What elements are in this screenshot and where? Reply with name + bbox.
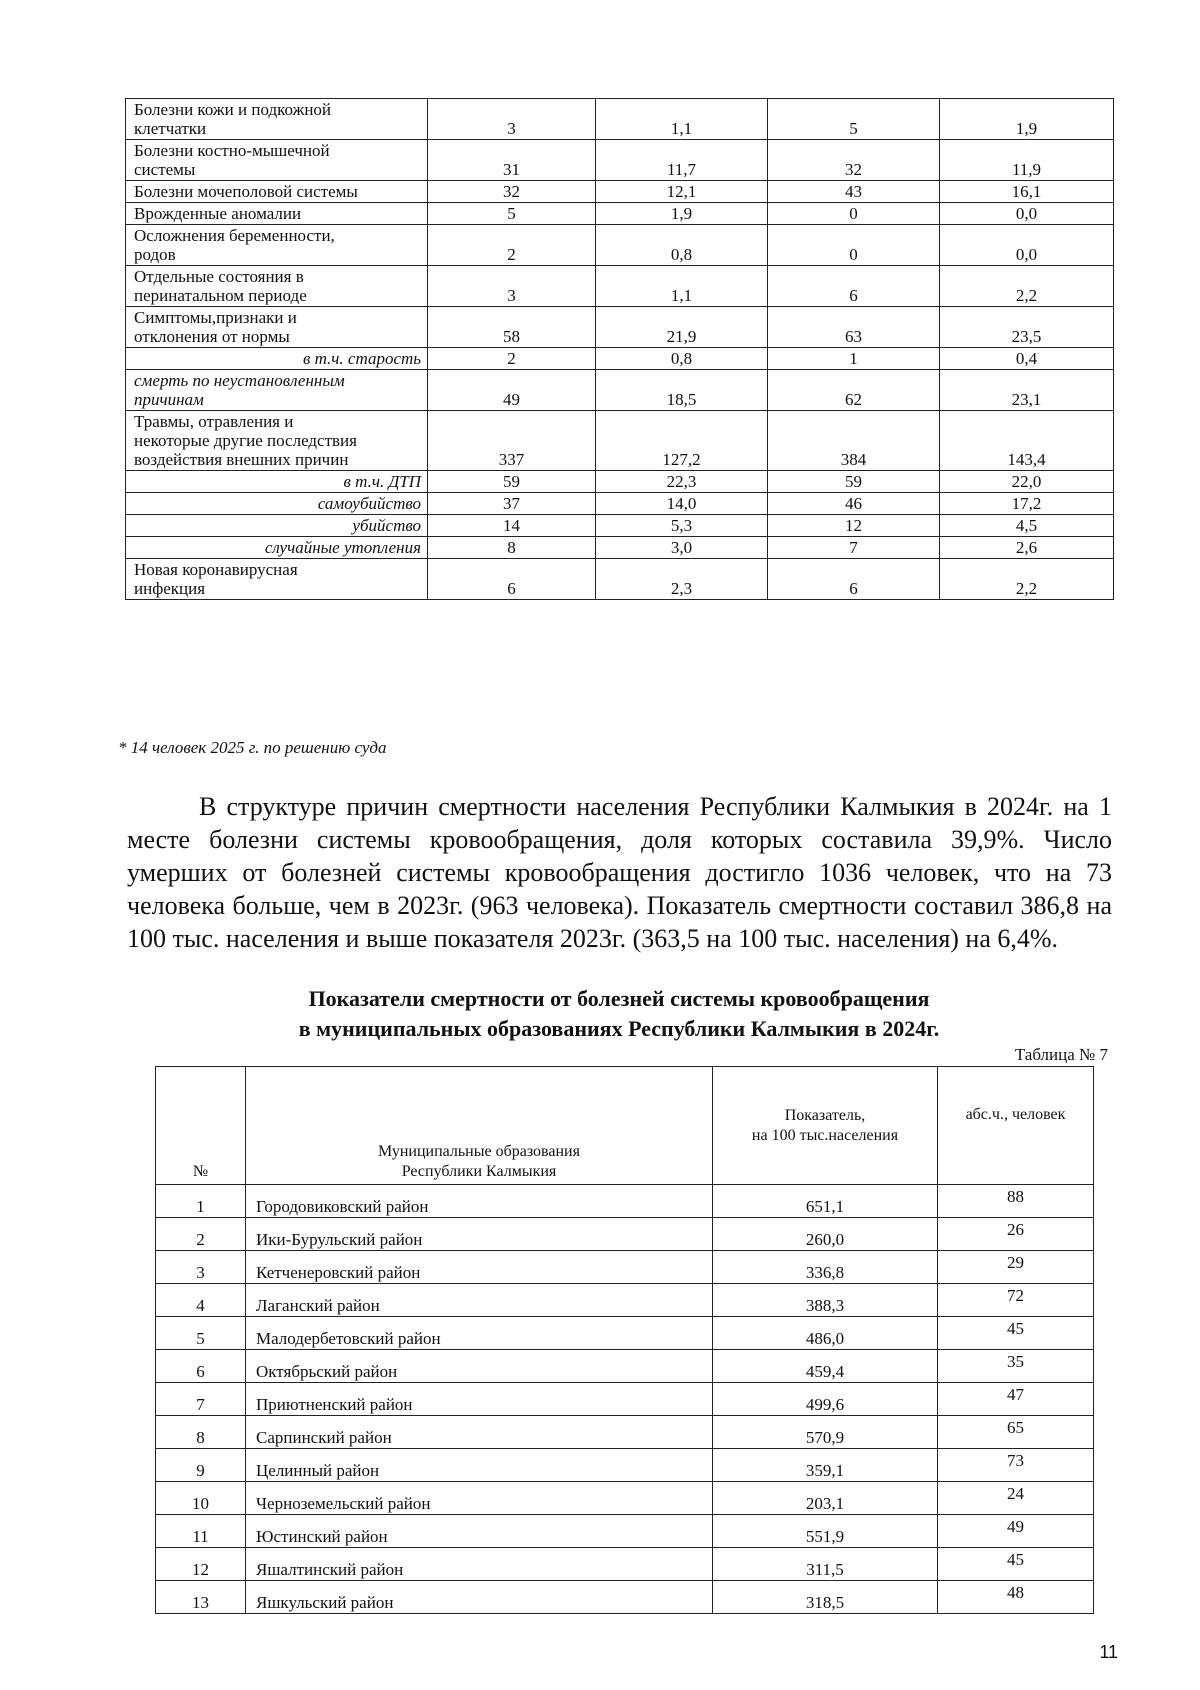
value-cell-v2: 0,8: [596, 348, 768, 370]
municipality-name: Яшкульский район: [246, 1581, 713, 1614]
cause-name: Болезни костно-мышечной системы: [126, 140, 428, 181]
cause-name: Болезни кожи и подкожной клетчатки: [126, 99, 428, 140]
header-absolute: абс.ч., человек: [938, 1067, 1094, 1185]
rate-value: 203,1: [713, 1482, 938, 1515]
value-cell-v1: 58: [428, 307, 596, 348]
rate-value: 260,0: [713, 1218, 938, 1251]
absolute-value: 72: [938, 1284, 1094, 1317]
value-cell-v4: 2,2: [940, 559, 1114, 600]
cause-name: в т.ч. ДТП: [126, 471, 428, 493]
table-row: [126, 181, 1114, 203]
heading-line-1: Показатели смертности от болезней системы кровообращения: [308, 986, 930, 1011]
absolute-value: 45: [938, 1317, 1094, 1350]
table-row: [126, 537, 1114, 559]
value-cell-v4: 1,9: [940, 99, 1114, 140]
table-row: [126, 471, 1114, 493]
cause-name: Новая коронавирусная инфекция: [126, 559, 428, 600]
row-number: 2: [156, 1218, 246, 1251]
municipality-name: Лаганский район: [246, 1284, 713, 1317]
rate-value: 459,4: [713, 1350, 938, 1383]
value-cell-v1: 3: [428, 99, 596, 140]
value-cell-v2: 21,9: [596, 307, 768, 348]
value-cell-v1: 3: [428, 266, 596, 307]
table-row: [126, 411, 1114, 471]
cause-name: смерть по неустановленным причинам: [126, 370, 428, 411]
table-row: [126, 203, 1114, 225]
municipality-name: Приютненский район: [246, 1383, 713, 1416]
rate-value: 318,5: [713, 1581, 938, 1614]
table-row: [126, 225, 1114, 266]
value-cell-v1: 32: [428, 181, 596, 203]
rate-value: 388,3: [713, 1284, 938, 1317]
value-cell-v4: 23,1: [940, 370, 1114, 411]
value-cell-v1: 2: [428, 225, 596, 266]
row-number: 7: [156, 1383, 246, 1416]
cause-name: самоубийство: [126, 493, 428, 515]
value-cell-v1: 2: [428, 348, 596, 370]
absolute-value: 49: [938, 1515, 1094, 1548]
row-number: 1: [156, 1185, 246, 1218]
row-number: 5: [156, 1317, 246, 1350]
value-cell-v2: 12,1: [596, 181, 768, 203]
absolute-value: 29: [938, 1251, 1094, 1284]
value-cell-v2: 1,1: [596, 99, 768, 140]
absolute-value: 24: [938, 1482, 1094, 1515]
row-number: 9: [156, 1449, 246, 1482]
value-cell-v1: 8: [428, 537, 596, 559]
table-row: [156, 1548, 1094, 1581]
table-row: [126, 266, 1114, 307]
value-cell-v3: 63: [768, 307, 940, 348]
analysis-paragraph: В структуре причин смертности населения Республики Калмыкия в 2024г. на 1 месте болезни системы кровообращения, доля которых составила 39,9%. Число умерших от болезней системы кровообращения достигло 1036 человек, что на 73 человека больше, чем в 2023г. (963 человека). Показатель смертности составил 386,8 на 100 тыс. населения и выше показателя 2023г. (363,5 на 100 тыс. населения) на 6,4%.: [127, 792, 1112, 953]
municipality-name: Сарпинский район: [246, 1416, 713, 1449]
value-cell-v4: 23,5: [940, 307, 1114, 348]
rate-value: 311,5: [713, 1548, 938, 1581]
value-cell-v4: 0,0: [940, 203, 1114, 225]
municipality-name: Яшалтинский район: [246, 1548, 713, 1581]
value-cell-v3: 32: [768, 140, 940, 181]
value-cell-v3: 0: [768, 203, 940, 225]
value-cell-v4: 2,2: [940, 266, 1114, 307]
table-row: [156, 1581, 1094, 1614]
table-row: [126, 559, 1114, 600]
absolute-value: 48: [938, 1581, 1094, 1614]
row-number: 3: [156, 1251, 246, 1284]
table-row: [156, 1449, 1094, 1482]
table-row: [126, 515, 1114, 537]
cause-name: случайные утопления: [126, 537, 428, 559]
cause-name: Болезни мочеполовой системы: [126, 181, 428, 203]
row-number: 13: [156, 1581, 246, 1614]
rate-value: 651,1: [713, 1185, 938, 1218]
cause-name: Врожденные аномалии: [126, 203, 428, 225]
value-cell-v2: 18,5: [596, 370, 768, 411]
value-cell-v1: 49: [428, 370, 596, 411]
cause-name: Симптомы,признаки и отклонения от нормы: [126, 307, 428, 348]
absolute-value: 65: [938, 1416, 1094, 1449]
municipality-name: Черноземельский район: [246, 1482, 713, 1515]
absolute-value: 26: [938, 1218, 1094, 1251]
table-row: [156, 1317, 1094, 1350]
value-cell-v3: 1: [768, 348, 940, 370]
value-cell-v2: 127,2: [596, 411, 768, 471]
row-number: 4: [156, 1284, 246, 1317]
table-row: [126, 140, 1114, 181]
cause-name: убийство: [126, 515, 428, 537]
header-municipality: Муниципальные образования Республики Калмыкия: [246, 1067, 713, 1185]
rate-value: 499,6: [713, 1383, 938, 1416]
value-cell-v1: 337: [428, 411, 596, 471]
table-row: [156, 1185, 1094, 1218]
value-cell-v3: 5: [768, 99, 940, 140]
table-row: [156, 1251, 1094, 1284]
cause-name: Травмы, отравления и некоторые другие последствия воздействия внешних причин: [126, 411, 428, 471]
row-number: 8: [156, 1416, 246, 1449]
value-cell-v4: 0,4: [940, 348, 1114, 370]
value-cell-v2: 2,3: [596, 559, 768, 600]
value-cell-v3: 59: [768, 471, 940, 493]
table-row: [156, 1482, 1094, 1515]
value-cell-v3: 12: [768, 515, 940, 537]
value-cell-v3: 46: [768, 493, 940, 515]
value-cell-v1: 14: [428, 515, 596, 537]
table-row: [126, 307, 1114, 348]
table-row: [126, 348, 1114, 370]
municipality-name: Кетченеровский район: [246, 1251, 713, 1284]
value-cell-v4: 16,1: [940, 181, 1114, 203]
value-cell-v1: 5: [428, 203, 596, 225]
municipality-name: Малодербетовский район: [246, 1317, 713, 1350]
cause-name: Осложнения беременности, родов: [126, 225, 428, 266]
value-cell-v3: 43: [768, 181, 940, 203]
value-cell-v3: 6: [768, 559, 940, 600]
header-rate: Показатель, на 100 тыс.населения: [713, 1067, 938, 1185]
row-number: 6: [156, 1350, 246, 1383]
page-number: 11: [1099, 1642, 1118, 1662]
value-cell-v3: 7: [768, 537, 940, 559]
cause-name: в т.ч. старость: [126, 348, 428, 370]
municipality-name: Октябрьский район: [246, 1350, 713, 1383]
value-cell-v4: 22,0: [940, 471, 1114, 493]
rate-value: 486,0: [713, 1317, 938, 1350]
table-row: [156, 1383, 1094, 1416]
municipal-mortality-table: [155, 1066, 1094, 1614]
absolute-value: 73: [938, 1449, 1094, 1482]
heading-line-2: в муниципальных образованиях Республики Калмыкия в 2024г.: [298, 1016, 940, 1041]
municipality-name: Городовиковский район: [246, 1185, 713, 1218]
value-cell-v1: 31: [428, 140, 596, 181]
table-row: [156, 1350, 1094, 1383]
value-cell-v1: 37: [428, 493, 596, 515]
row-number: 10: [156, 1482, 246, 1515]
table-row: [126, 370, 1114, 411]
table-row: [156, 1218, 1094, 1251]
absolute-value: 35: [938, 1350, 1094, 1383]
value-cell-v2: 22,3: [596, 471, 768, 493]
municipality-name: Ики-Бурульский район: [246, 1218, 713, 1251]
absolute-value: 45: [938, 1548, 1094, 1581]
value-cell-v2: 1,1: [596, 266, 768, 307]
mortality-causes-table: [125, 98, 1114, 600]
header-number: №: [156, 1067, 246, 1185]
table-row: [156, 1416, 1094, 1449]
value-cell-v2: 11,7: [596, 140, 768, 181]
value-cell-v2: 5,3: [596, 515, 768, 537]
value-cell-v4: 11,9: [940, 140, 1114, 181]
row-number: 12: [156, 1548, 246, 1581]
cause-name: Отдельные состояния в перинатальном периоде: [126, 266, 428, 307]
absolute-value: 88: [938, 1185, 1094, 1218]
value-cell-v3: 0: [768, 225, 940, 266]
absolute-value: 47: [938, 1383, 1094, 1416]
value-cell-v2: 14,0: [596, 493, 768, 515]
value-cell-v1: 6: [428, 559, 596, 600]
value-cell-v3: 384: [768, 411, 940, 471]
rate-value: 570,9: [713, 1416, 938, 1449]
value-cell-v2: 3,0: [596, 537, 768, 559]
table-number-label: Таблица № 7: [1014, 1045, 1108, 1064]
table-row: [156, 1284, 1094, 1317]
row-number: 11: [156, 1515, 246, 1548]
value-cell-v3: 62: [768, 370, 940, 411]
rate-value: 551,9: [713, 1515, 938, 1548]
rate-value: 359,1: [713, 1449, 938, 1482]
table-row: [156, 1515, 1094, 1548]
section-heading: [125, 984, 1113, 1044]
value-cell-v4: 4,5: [940, 515, 1114, 537]
table-row: [126, 99, 1114, 140]
value-cell-v3: 6: [768, 266, 940, 307]
value-cell-v2: 1,9: [596, 203, 768, 225]
value-cell-v4: 0,0: [940, 225, 1114, 266]
value-cell-v2: 0,8: [596, 225, 768, 266]
value-cell-v4: 143,4: [940, 411, 1114, 471]
value-cell-v4: 2,6: [940, 537, 1114, 559]
value-cell-v1: 59: [428, 471, 596, 493]
value-cell-v4: 17,2: [940, 493, 1114, 515]
municipality-name: Юстинский район: [246, 1515, 713, 1548]
rate-value: 336,8: [713, 1251, 938, 1284]
table-footnote: * 14 человек 2025 г. по решению суда: [118, 738, 387, 757]
table-row: [126, 493, 1114, 515]
municipality-name: Целинный район: [246, 1449, 713, 1482]
